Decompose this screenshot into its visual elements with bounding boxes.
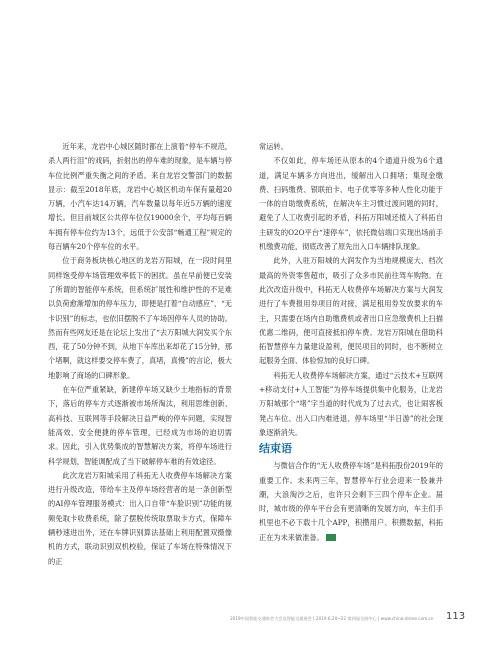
right-column xyxy=(259,140,443,545)
footer-info: 2019中国智能交通协会大会及智能交通展会 | 2019.6.20~22 第四届全展中心 | www.china-drone.com.cn xyxy=(230,616,434,621)
paragraph-continuation: 常运转。 xyxy=(259,142,288,151)
paragraph-rt-mart: 此外，入驻万阳城的大润发作为当地规模庞大、档次最高的外资零售超市，吸引了众多市民前往驾车购物。在此次改造升级中，科拓无人收费停车场解决方案与大润发进行了车费报用券项目的对接，满足租用券发放要求的车主，只需要在场内自助缴费机或者出口应急缴费机上扫描优惠二维码，便可直接抵扣停车费。龙岩万阳城在借助科拓智慧停车力量建设盈利，便民项目的同时，也不断树立起服务全面、体验惊加的良好口碑。 xyxy=(259,256,443,366)
paragraph-market-demand: 在车位严重紧缺，新建停车场又缺少土地指标的背景下，落后的停车方式逐渐被市场所淘汰，利用思维创新、高科技、互联网等手段解决日益严峻的停车问题，实现智能高效、安全便捷的停车管理，已经成为市场的迫切需求。因此，引入优势集成的智慧解决方案，将停车场进行科学规划，智能调配成了当下破解停车难的有效途径。 xyxy=(48,385,232,466)
paragraph-parking-problem: 近年来，龙岩中心城区随时都在上演着“停车不规范，杀人两行泪”的戏码，折射出的停车难的现象，是车辆与停车位比例严重失衡之间的矛盾。来自龙岩交警部门的数据显示：截至2018年底，龙岩中心城区机动车保有量超20万辆，小汽车达14万辆，汽车数量以每年近5万辆的速度增长。但目前城区公共停车位仅19000余个，平均每百辆车拥有停车位约为13个，远低于公安部“畅通工程”规定的每百辆车20个停车位的水平。 xyxy=(48,142,232,252)
conclusion-text: 与微信合作的“无人收费停车场”是科拓股份2019年的重要工作。未来两三年，智慧停车行业会迎来一股兼并潮，大浪淘沙之后，也许只会剩下三四个停车企业。届时，城市级的停车平台会有更清晰的发展方向，车主们手机里也不必下载十几个APP，积攒用户、积攒数据，科拓正在为未来做准备。 xyxy=(259,461,443,542)
paragraph-solution-intro: 此次龙岩万阳城采用了科拓无人收费停车场解决方案进行升级改造，带给车主及停车场经营者的是一条创新型的AI停车管理服务模式：出入口自带“车脸识别”功能的视频免取卡收费系统，除了摆脱传统取票取卡方式，保障车辆秒速进出外，还在车牌识别算法基础上利用配置双摄像机的方式，联动识别双机校验，保证了车场在特殊情况下的正 xyxy=(48,470,232,566)
conclusion-heading: 结束语 xyxy=(259,442,292,456)
end-mark-icon xyxy=(326,534,336,541)
page-number: 113 xyxy=(446,611,466,622)
paragraph-channel-upgrade: 不仅如此，停车场还从原本的4个通道升级为6个通道，满足车辆多方向进出，缓解出入口拥堵；集现金缴费、扫码缴费、银联拍卡、电子优零等多种人性化功能于一体的自助缴费系统，在解决车主习惯过渡问题的同时，避免了人工收费引起的矛盾，科拓万阳城还植入了科拓自主研发的O2O平台“速停车”，依托微信端口实现出场前手机缴费功能，彻底改善了原先出入口车辆排队现象。 xyxy=(259,156,443,252)
paragraph-wanyang-background: 位于商务板块核心地区的龙岩万阳城，在一段时间里同样饱受停车场管理效率低下的困扰。虽在早前便已安装了所谓的智能停车系统，但系统扩展性和维护性的不足难以负荷愈渐增加的停车压力，即便是打着“自动感应”、“无卡识别”的标志，也依旧摆脱不了车场因停车人员的协助。然而有些网友还是在论坛上发出了“去万阳城大润发买个东西，花了50分钟不到，从地下车库出来却花了15分钟，那个堵啊，就这样要交停车费了，真堵，真慢”的言论，极大地影响了商场的口碑形象。 xyxy=(48,256,232,380)
left-column xyxy=(48,140,232,569)
paragraph-conclusion xyxy=(259,459,443,545)
paragraph-solution-summary: 科拓无人收费停车场解决方案，通过“云技术+互联网+移动支付+人工智能”为停车场提供集中化服务，让龙岩万阳城那个“堵”字当道的时代成为了过去式，也让闹客板凳占车位、出入口内难进退、停车场里“半日游”的社会现象逐渐消失。 xyxy=(259,370,443,437)
